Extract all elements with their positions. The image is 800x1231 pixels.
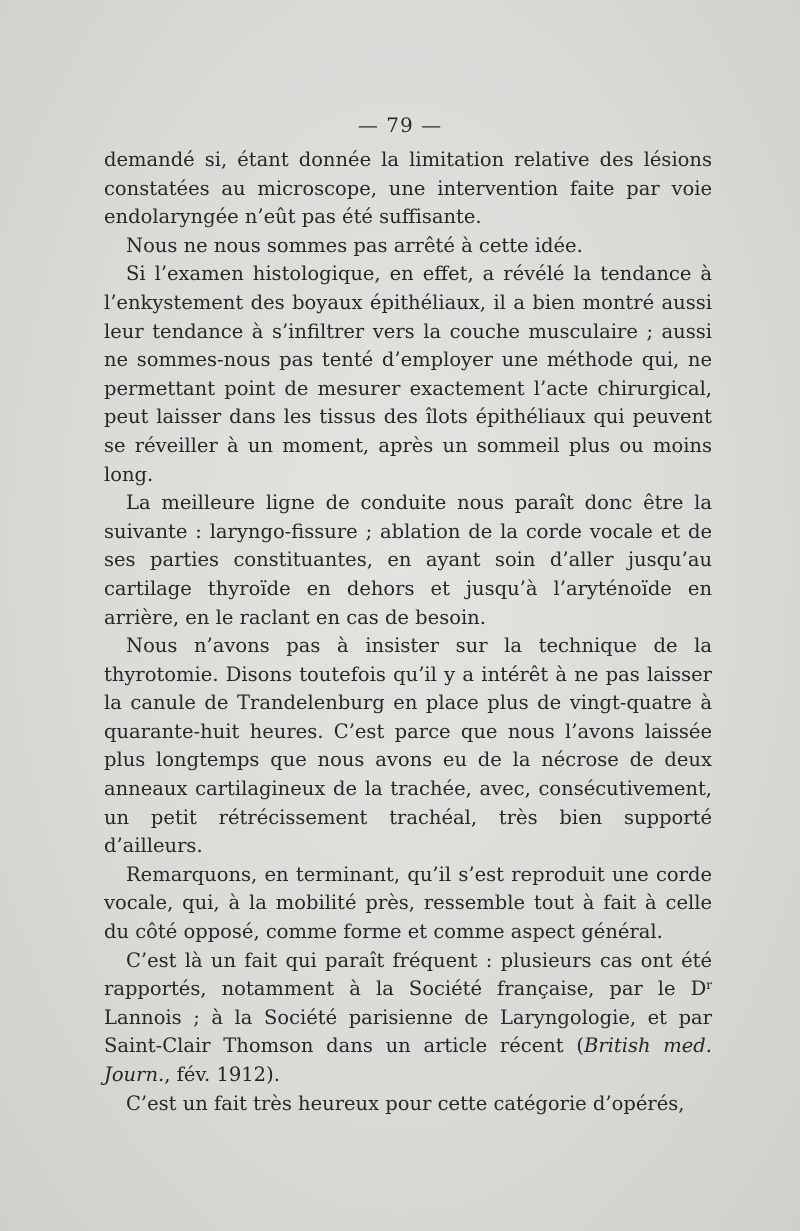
paragraph: Nous n’avons pas à insister sur la technique de la thyrotomie. Disons toutefois qu’il y a intérêt à ne pas laisser la canule de Trandelenburg en place plus de vingt-quatre à quarante-huit heures. C’est parce que nous l’avons laissée plus longtemps que nous avons eu de la nécrose de deux anneaux cartilagineux de la trachée, avec, consécutivement, un petit rétrécissement trachéal, très bien supporté d’ailleurs. — [104, 634, 712, 858]
paragraph-text: C’est là un fait qui paraît fréquent : plusieurs cas ont été rapportés, notamment à la Société française, par le D — [104, 948, 712, 1001]
paragraph-continuation: demandé si, étant donnée la limitation relative des lésions constatées au microscope, une intervention faite par voie endolaryngée n’eût pas été suffisante. — [104, 148, 712, 229]
paragraph: Si l’examen histologique, en effet, a révélé la tendance à l’enkystement des boyaux épithéliaux, il a bien montré aussi leur tendance à s’infiltrer vers la couche musculaire ; aussi ne sommes-nous pas tenté d’employer une méthode qui, ne permettant point de mesurer exactement l’acte chirurgical, peut laisser dans les tissus des îlots épithéliaux qui peuvent se réveiller à un moment, après un sommeil plus ou moins long. — [104, 262, 712, 486]
paragraph-text: , fév. 1912). — [164, 1063, 280, 1086]
paragraph: Remarquons, en terminant, qu’il s’est reproduit une corde vocale, qui, à la mobilité près, ressemble tout à fait à celle du côté opposé, comme forme et comme aspect général. — [104, 862, 712, 944]
superscript: r — [706, 978, 712, 993]
page-number: — 79 — — [357, 113, 443, 137]
paragraph — [104, 947, 712, 1090]
paragraph-text: Lannois ; à la Société parisienne de Laryngologie, et par Saint-Clair Thomson dans un article récent ( — [104, 1005, 712, 1058]
paragraph: C’est un fait très heureux pour cette catégorie d’opérés, — [126, 1091, 685, 1115]
journal-title: British med. Journ. — [104, 1034, 712, 1086]
body-text — [104, 146, 712, 1118]
paragraph: La meilleure ligne de conduite nous paraît donc être la suivante : laryngo-fissure ; ablation de la corde vocale et de ses parties constituantes, en ayant soin d’aller jusqu’au cartilage thyroïde en dehors et jusqu’à l’aryténoïde en arrière, en le raclant en cas de besoin. — [104, 491, 712, 629]
paragraph: Nous ne nous sommes pas arrêté à cette idée. — [126, 233, 583, 257]
